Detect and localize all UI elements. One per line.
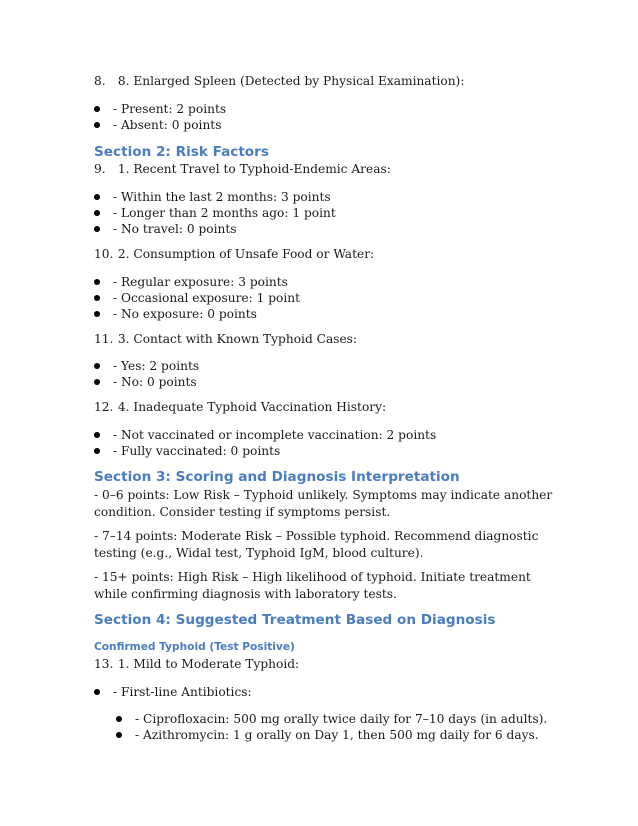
list-item-text: - Ciprofloxacin: 500 mg orally twice daily for 7–10 days (in adults). bbox=[135, 712, 548, 726]
item-text: 2. Consumption of Unsafe Food or Water: bbox=[117, 247, 375, 261]
section-heading: Section 4: Suggested Treatment Based on Diagnosis bbox=[94, 612, 496, 628]
bullet-icon bbox=[94, 106, 100, 112]
bullet-icon bbox=[94, 279, 100, 285]
numbered-item bbox=[94, 656, 299, 673]
section-heading: Section 2: Risk Factors bbox=[94, 144, 269, 160]
list-item bbox=[94, 274, 288, 290]
item-text: 4. Inadequate Typhoid Vaccination History: bbox=[117, 400, 387, 414]
list-item bbox=[94, 358, 199, 374]
bullet-icon bbox=[94, 448, 100, 454]
list-item-text: - First-line Antibiotics: bbox=[113, 685, 252, 699]
bullet-icon bbox=[94, 363, 100, 369]
list-item bbox=[94, 290, 300, 306]
bullet-icon bbox=[94, 379, 100, 385]
list-item bbox=[94, 117, 221, 133]
bullet-icon bbox=[94, 295, 100, 301]
list-item bbox=[94, 221, 237, 237]
list-item-text: - Present: 2 points bbox=[113, 102, 227, 116]
list-item-text: - No travel: 0 points bbox=[113, 222, 237, 236]
item-number: 13. bbox=[94, 657, 114, 671]
bullet-icon bbox=[116, 716, 122, 722]
bullet-icon bbox=[94, 194, 100, 200]
list-item-text: - Azithromycin: 1 g orally on Day 1, then 500 mg daily for 6 days. bbox=[135, 728, 539, 742]
list-item bbox=[94, 306, 257, 322]
list-item bbox=[94, 427, 436, 443]
item-number: 12. bbox=[94, 400, 114, 414]
bullet-icon bbox=[94, 689, 100, 695]
subsection-heading: Confirmed Typhoid (Test Positive) bbox=[94, 641, 295, 653]
interpretation-paragraph: - 15+ points: High Risk – High likelihood of typhoid. Initiate treatment while confirming diagnosis with laboratory tests. bbox=[94, 570, 531, 601]
list-item bbox=[94, 101, 226, 117]
bullet-icon bbox=[94, 210, 100, 216]
item-number: 10. bbox=[94, 247, 114, 261]
list-item-text: - Regular exposure: 3 points bbox=[113, 275, 288, 289]
numbered-item bbox=[94, 73, 464, 90]
numbered-item bbox=[94, 331, 357, 348]
numbered-item bbox=[94, 161, 391, 178]
numbered-item bbox=[94, 399, 386, 416]
list-item bbox=[94, 189, 331, 205]
bullet-icon bbox=[116, 732, 122, 738]
list-item-text: - Not vaccinated or incomplete vaccination: 2 points bbox=[113, 428, 437, 442]
bullet-icon bbox=[94, 432, 100, 438]
list-item-text: - Yes: 2 points bbox=[113, 359, 200, 373]
list-item bbox=[116, 727, 539, 743]
list-item-text: - No exposure: 0 points bbox=[113, 307, 257, 321]
list-item-text: - Within the last 2 months: 3 points bbox=[113, 190, 331, 204]
list-item bbox=[94, 205, 336, 221]
list-item bbox=[94, 684, 252, 700]
item-text: 3. Contact with Known Typhoid Cases: bbox=[117, 332, 358, 346]
bullet-icon bbox=[94, 122, 100, 128]
list-item bbox=[94, 443, 280, 459]
list-item-text: - Longer than 2 months ago: 1 point bbox=[113, 206, 336, 220]
item-number: 9. bbox=[94, 162, 106, 176]
list-item-text: - Fully vaccinated: 0 points bbox=[113, 444, 281, 458]
list-item-text: - Absent: 0 points bbox=[113, 118, 222, 132]
interpretation-paragraph: - 7–14 points: Moderate Risk – Possible typhoid. Recommend diagnostic testing (e.g., Widal test, Typhoid IgM, blood culture). bbox=[94, 529, 539, 560]
list-item bbox=[116, 711, 547, 727]
interpretation-paragraph: - 0–6 points: Low Risk – Typhoid unlikely. Symptoms may indicate another condition. Consider testing if symptoms persist. bbox=[94, 488, 553, 519]
section-heading: Section 3: Scoring and Diagnosis Interpretation bbox=[94, 469, 460, 485]
numbered-item bbox=[94, 246, 374, 263]
item-text: 1. Mild to Moderate Typhoid: bbox=[117, 657, 300, 671]
list-item bbox=[94, 374, 197, 390]
list-item-text: - No: 0 points bbox=[113, 375, 197, 389]
item-text: 1. Recent Travel to Typhoid-Endemic Areas: bbox=[117, 162, 391, 176]
item-number: 8. bbox=[94, 74, 106, 88]
bullet-icon bbox=[94, 226, 100, 232]
list-item-text: - Occasional exposure: 1 point bbox=[113, 291, 301, 305]
item-text: 8. Enlarged Spleen (Detected by Physical Examination): bbox=[117, 74, 465, 88]
bullet-icon bbox=[94, 311, 100, 317]
item-number: 11. bbox=[94, 332, 114, 346]
